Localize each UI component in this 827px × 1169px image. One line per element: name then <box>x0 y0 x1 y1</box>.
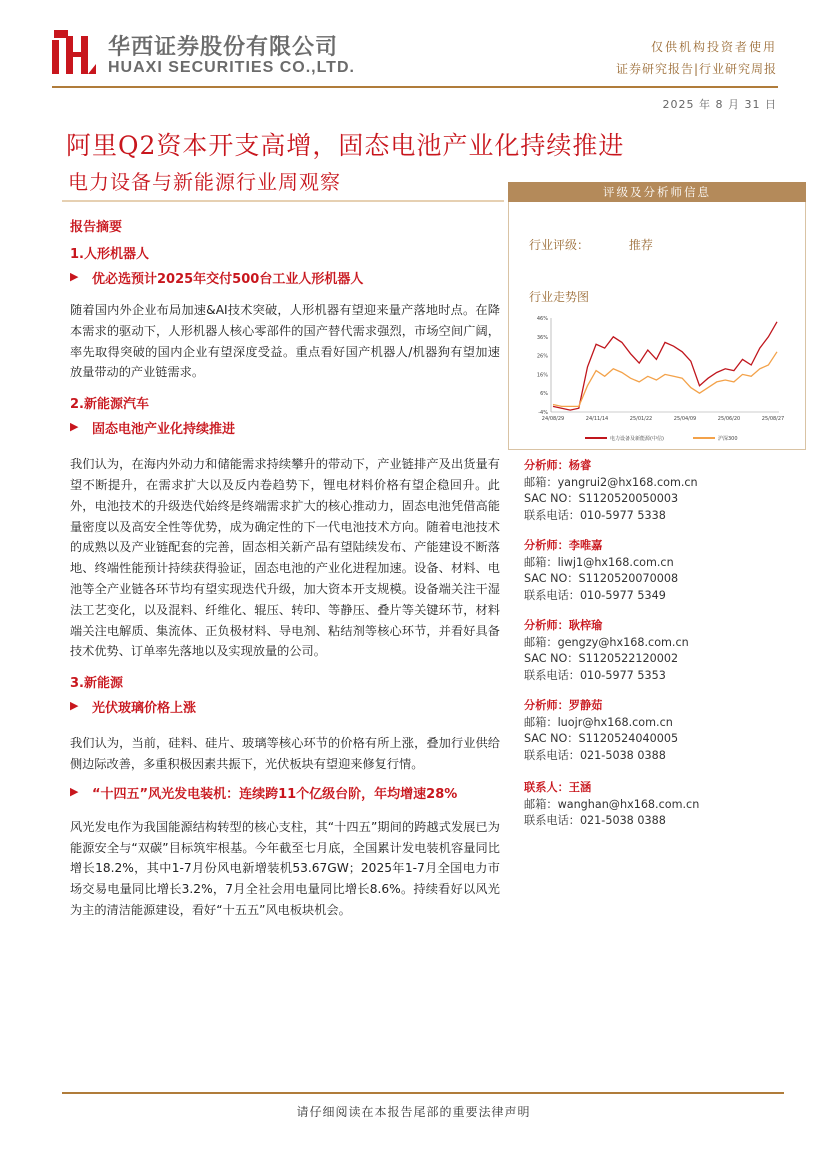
x-tick-label: 24/11/14 <box>585 416 609 422</box>
chart-title: 行业走势图 <box>529 290 590 304</box>
x-tick-label: 25/08/27 <box>761 416 785 422</box>
sub-heading <box>70 270 500 290</box>
analyst-phone: 联系电话：010-5977 5349 <box>524 588 666 602</box>
rating-value: 推荐 <box>628 238 653 252</box>
sub-heading-text: 优必选预计2025年交付500台工业人形机器人 <box>92 272 364 287</box>
rating-label: 行业评级： <box>529 238 590 252</box>
contact-email: 邮箱：wanghan@hx168.com.cn <box>524 797 700 811</box>
analyst-phone: 联系电话：010-5977 5338 <box>524 508 666 522</box>
industry-trend-chart <box>525 312 787 448</box>
analyst-phone: 联系电话：021-5038 0388 <box>524 748 666 762</box>
section-heading: 3.新能源 <box>70 676 123 692</box>
triangle-right-icon: ▶ <box>70 270 79 283</box>
analyst-card <box>524 538 794 604</box>
y-tick-label: 26% <box>536 353 548 360</box>
analyst-name: 分析师：杨睿 <box>524 459 592 472</box>
legal-notice: 请仔细阅读在本报告尾部的重要法律声明 <box>296 1105 531 1119</box>
analyst-card <box>524 618 794 684</box>
analyst-email: 邮箱：gengzy@hx168.com.cn <box>524 635 689 649</box>
section-paragraph: 我们认为，当前，硅料、硅片、玻璃等核心环节的价格有所上涨，叠加行业供给侧边际改善，多重积极因素共振下，光伏板块有望迎来修复行情。 <box>70 736 500 771</box>
analyst-name: 分析师：罗静茹 <box>524 699 603 712</box>
section-heading: 2.新能源汽车 <box>70 397 149 413</box>
triangle-right-icon: ▶ <box>70 699 79 713</box>
y-tick-label: 6% <box>540 391 548 398</box>
footer-divider <box>62 1092 784 1094</box>
header-divider <box>52 86 778 88</box>
section-paragraph: 我们认为，在海内外动力和储能需求持续攀升的带动下，产业链排产及出货量有望不断提升，在需求扩大以及反内卷趋势下，锂电材料价格有望企稳回升。此外，电池技术的升级迭代始终是终端需求扩大的核心推动力，固态电池凭借高能量密度以及高安全性等优势，成为确定性的下一代电池技术方向。随着电池技术的成熟以及产业链配套的完善，固态相关新产品有望陆续发布、产能建设不断落地、终端性能预计持续获得验证，固态电池的产业化进程加速。设备、材料、电池等全产业链各环节均有望实现迭代升级，加大资本开支规模。设备端关注干湿法工艺变化，以及混料、纤维化、辊压、转印、等静压、叠片等关键环节，材料端关注电解质、集流体、正负极材料、导电剂、粘结剂等核心环节，并看好具备技术优势、订单率先落地以及实现放量的公司。 <box>70 457 500 659</box>
summary-heading: 报告摘要 <box>70 220 123 235</box>
contact-card <box>524 780 794 830</box>
analyst-sac: SAC NO：S1120524040005 <box>524 732 679 746</box>
sub-heading-text: 光伏玻璃价格上涨 <box>92 701 197 717</box>
analyst-email: 邮箱：yangrui2@hx168.com.cn <box>524 475 698 489</box>
x-tick-label: 24/08/29 <box>541 416 565 422</box>
company-name-en: HUAXI SECURITIES CO.,LTD. <box>108 59 355 76</box>
triangle-right-icon: ▶ <box>70 420 79 434</box>
summary-column <box>70 216 500 929</box>
y-tick-label: -4% <box>538 410 548 416</box>
x-tick-label: 25/04/09 <box>673 416 697 422</box>
analyst-card <box>524 458 794 524</box>
report-date: 2025 年 8 月 31 日 <box>662 98 777 111</box>
sub-heading-text: “十四五”风光发电装机：连续跨11个亿级台阶，年均增速28% <box>92 786 458 802</box>
analyst-sac: SAC NO：S1120520070008 <box>524 572 679 586</box>
section-paragraph: 随着国内外企业布局加速&AI技术突破，人形机器有望迎来量产落地时点。在降本需求的驱动下，人形机器人核心零部件的国产替代需求强烈，市场空间广阔，率先取得突破的国内企业有望深度受益。重点看好国产机器人/机器狗有望加速放量带动的产业链需求。 <box>70 303 500 380</box>
industry-rating <box>529 236 653 253</box>
report-subtitle: 电力设备与新能源行业周观察 <box>68 170 341 194</box>
title-divider <box>62 200 504 202</box>
analyst-sac: SAC NO：S1120520050003 <box>524 492 679 506</box>
huaxi-logo <box>52 30 96 76</box>
sub-heading <box>70 785 500 805</box>
contact-phone: 联系电话：021-5038 0388 <box>524 814 666 828</box>
analyst-phone: 联系电话：010-5977 5353 <box>524 668 666 682</box>
analyst-card <box>524 698 794 764</box>
audience-note: 仅供机构投资者使用 <box>650 40 777 54</box>
report-title: 阿里Q2资本开支高增，固态电池产业化持续推进 <box>66 131 625 160</box>
sub-heading-text: 固态电池产业化持续推进 <box>92 422 236 438</box>
sub-heading <box>70 699 500 719</box>
triangle-right-icon: ▶ <box>70 784 79 798</box>
section-paragraph: 风光发电作为我国能源结构转型的核心支柱，其“十四五”期间的跨越式发展已为能源安全与“双碳”目标筑牢根基。今年截至七月底，全国累计发电装机容量同比增长18.2%，其中1-7月份风电新增装机53.67GW；2025年1-7月全国电力市场交易电量同比增长3.2%，7月全社会用电量同比增长8.6%。持续看好以风光为主的清洁能源建设，看好“十五五”风电板块机会。 <box>70 819 500 917</box>
sidebar-box <box>508 202 806 450</box>
y-tick-label: 36% <box>536 334 548 341</box>
x-tick-label: 25/06/20 <box>717 416 741 422</box>
analyst-sac: SAC NO：S1120522120002 <box>524 652 679 666</box>
report-type: 证券研究报告|行业研究周报 <box>615 62 777 76</box>
sidebar-header: 评级及分析师信息 <box>508 182 806 202</box>
analyst-name: 分析师：耿梓瑜 <box>524 619 603 632</box>
sub-heading <box>70 420 500 440</box>
company-name-cn: 华西证券股份有限公司 <box>108 35 339 60</box>
series-line-industry <box>553 322 777 410</box>
section-heading: 1.人形机器人 <box>70 247 149 262</box>
x-tick-label: 25/01/22 <box>629 416 653 422</box>
legend-label: 沪深300 <box>718 436 738 442</box>
y-tick-label: 46% <box>536 316 548 322</box>
analyst-email: 邮箱：luojr@hx168.com.cn <box>524 715 673 729</box>
analyst-email: 邮箱：liwj1@hx168.com.cn <box>524 555 674 569</box>
legend-label: 电力设备及新能源(中信) <box>610 436 664 442</box>
y-tick-label: 16% <box>536 372 548 379</box>
rating-sidebar <box>508 182 806 450</box>
contact-name: 联系人：王涵 <box>524 781 592 794</box>
analyst-name: 分析师：李唯嘉 <box>524 539 603 552</box>
